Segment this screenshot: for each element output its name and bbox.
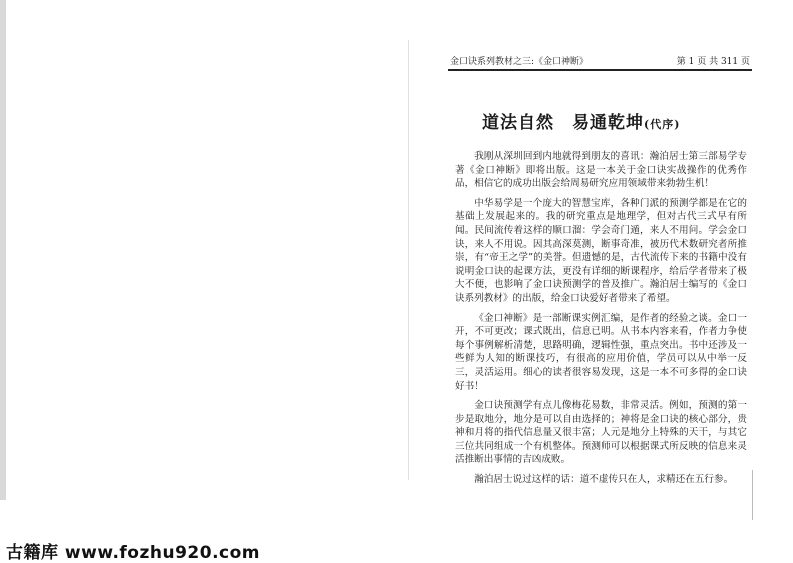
paragraph-2: 中华易学是一个庞大的智慧宝库，各种门派的预测学都是在它的基础上发展起来的。我的研究重点是地理学，但对古代三式早有所闻。民间流传着这样的顺口溜：学会奇门遁，来人不用问。学会金口诀，来人不用说。因其高深莫测，断事奇准，被历代术数研究者所推崇，有“帝王之学”的美誉。但遗憾的是，古代流传下来的书籍中没有说明金口诀的起课方法，更没有详细的断课程序，给后学者带来了极大不便，也影响了金口诀预测学的普及推广。瀚泊居士编写的《金口诀系列教材》的出版，给金口诀爱好者带来了希望。 [455, 197, 747, 304]
paragraph-3: 《金口神断》是一部断课实例汇编，是作者的经验之谈。金口一开，不可更改；课式既出，信息已明。从书本内容来看，作者力争使每个事例解析清楚，思路明确，逻辑性强，重点突出。书中还涉及一些鲜为人知的断课技巧，有很高的应用价值，学员可以从中举一反三，灵活运用。细心的读者很容易发现，这是一本不可多得的金口诀好书！ [455, 312, 747, 392]
page-number: 第 1 页 共 311 页 [676, 56, 750, 67]
paragraph-5: 瀚泊居士说过这样的话：道不虚传只在人，求精还在五行参。 [474, 474, 734, 486]
page-title [482, 108, 742, 133]
series-label: 金口诀系列教材之三:《金口神断》 [450, 56, 589, 67]
paragraph-1: 我刚从深圳回到内地就得到朋友的喜讯：瀚泊居士第三部易学专著《金口神断》即将出版。这是一本关于金口诀实战操作的优秀作品，相信它的成功出版会给周易研究应用领域带来勃勃生机！ [455, 151, 747, 190]
title-main: 道法自然 易通乾坤 [482, 113, 644, 133]
page-header [450, 52, 750, 68]
site-watermark: 古籍库 www.fozhu920.com [6, 543, 260, 563]
book-spine-line [408, 40, 409, 480]
header-rule [448, 69, 752, 71]
title-note: (代序) [644, 118, 681, 131]
right-edge-mark [752, 470, 753, 520]
left-page-edge [0, 0, 6, 500]
paragraph-4: 金口诀预测学有点儿像梅花易数，非常灵活。例如，预测的第一步是取地分，地分是可以自由选择的；神将是金口诀的核心部分，贵神和月将的指代信息量又很丰富；人元是地分上特殊的天干，与其它三位共同组成一个有机整体。预测师可以根据课式所反映的信息来灵活推断出事情的吉凶成败。 [455, 400, 747, 466]
body-text [455, 150, 747, 493]
